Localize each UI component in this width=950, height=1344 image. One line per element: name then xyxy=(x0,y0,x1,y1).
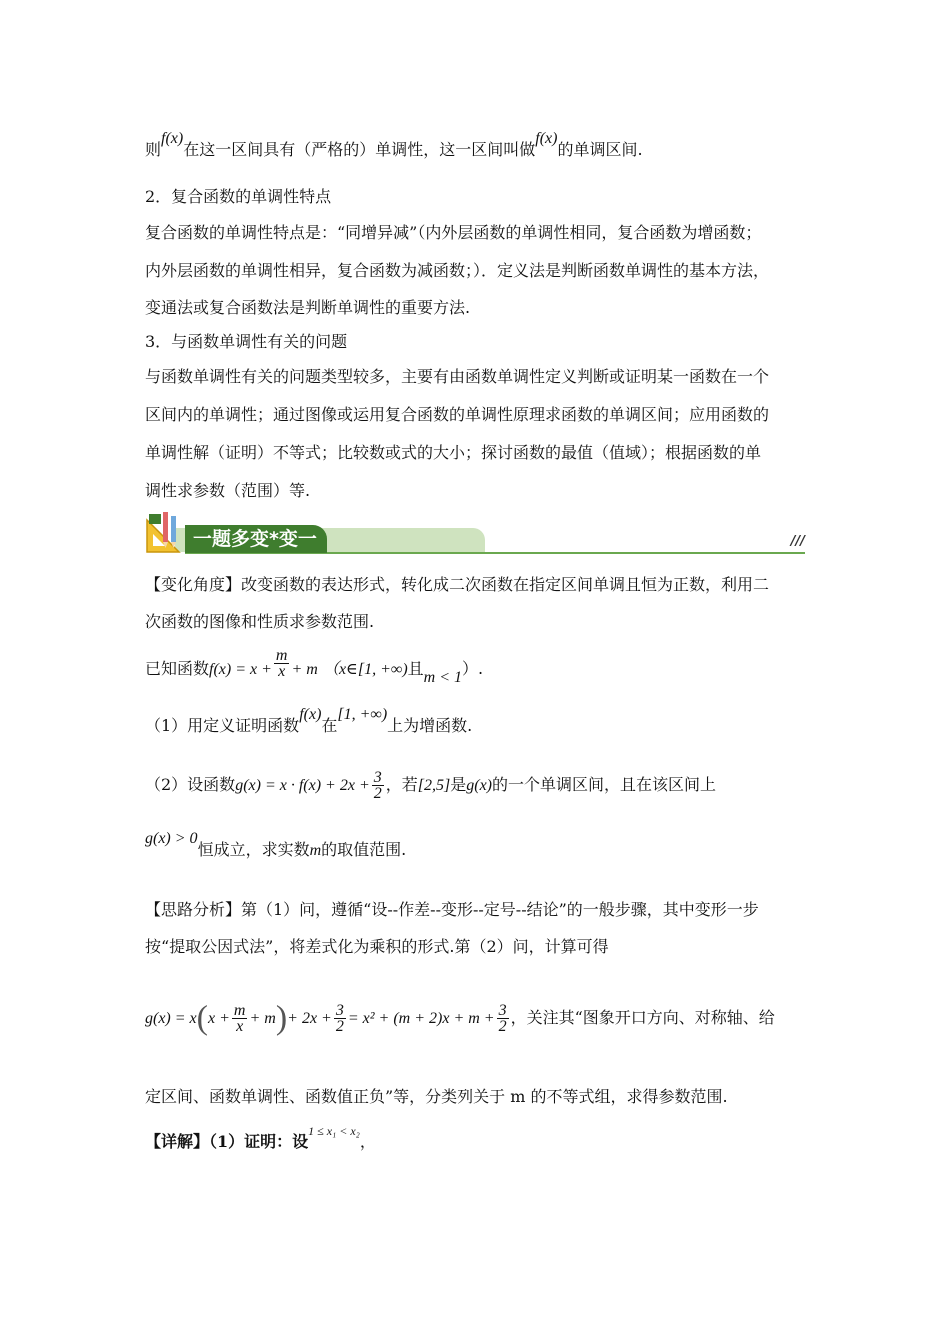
analysis-frac-1: $\frac{m}{x}$ xyxy=(233,1002,246,1035)
intro-pre: 则 xyxy=(145,140,162,159)
analysis-line-2: 按“提取公因式法”，将差式化为乘积的形式.第（2）问，计算可得 xyxy=(145,937,609,956)
section2-line-2: 内外层函数的单调性相异，复合函数为减函数；）．定义法是判断函数单调性的基本方法， xyxy=(145,261,770,280)
variation-line-2: 次函数的图像和性质求参数范围. xyxy=(145,612,375,631)
section2-heading: 2．复合函数的单调性特点 xyxy=(145,187,332,206)
section3-line-4: 调性求参数（范围）等. xyxy=(145,481,311,500)
intro-mid: 在这一区间具有（严格的）单调性，这一区间叫做 xyxy=(183,140,536,159)
section2-line-1: 复合函数的单调性特点是：“同增异减”（内外层函数的单调性相同，复合函数为增函数； xyxy=(145,223,762,242)
banner-mark: /// xyxy=(790,534,805,549)
analysis-line-3: 定区间、函数单调性、函数值正负”等，分类列关于 m 的不等式组，求得参数范围. xyxy=(145,1087,728,1106)
ruler-pencil-icon xyxy=(145,510,189,554)
intro-post: 的单调区间. xyxy=(557,140,643,159)
problem-frac: $\frac{m}{x}$ xyxy=(275,647,288,680)
section3-line-1: 与函数单调性有关的问题类型较多，主要有由函数单调性定义判断或证明某一函数在一个 xyxy=(145,367,770,386)
analysis-line-1: 【思路分析】第（1）问，遵循“设--作差--变形--定号--结论”的一般步骤，其中变形一步 xyxy=(145,900,759,919)
section2-line-3: 变通法或复合函数法是判断单调性的重要方法. xyxy=(145,298,471,317)
problem-statement: 已知函数f(x) = x + $\frac{m}{x}$ + m （x∈[1, +∞)且m < 1）. xyxy=(145,647,484,686)
question-2: （2）设函数g(x) = x · f(x) + 2x + $\frac{3}{2}$ ，若[2,5]是g(x)的一个单调区间，且在该区间上 xyxy=(145,769,717,802)
section-banner xyxy=(145,510,805,556)
question-1: （1）用定义证明函数f(x)在[1, +∞)上为增函数. xyxy=(145,706,473,735)
question-2-cont: g(x) > 0恒成立，求实数m的取值范围. xyxy=(145,830,407,859)
q2-frac: $\frac{3}{2}$ xyxy=(373,769,382,802)
analysis-frac-3: $\frac{3}{2}$ xyxy=(498,1002,507,1035)
intro-f1: f(x) xyxy=(161,130,184,147)
section3-line-2: 区间内的单调性；通过图像或运用复合函数的单调性原理求函数的单调区间；应用函数的 xyxy=(145,405,770,424)
intro-f2: f(x) xyxy=(535,130,558,147)
intro-line xyxy=(145,130,643,161)
analysis-equation: g(x) = x(x + $\frac{m}{x}$ + m)+ 2x + $\frac{3}{2}$ = x² + (m + 2)x + m + $\frac{3}{2}$ ，关注其“图象开口方向、对称轴、给 xyxy=(145,999,775,1037)
banner-title: 一题多变*变一 xyxy=(185,525,327,553)
analysis-frac-2: $\frac{3}{2}$ xyxy=(335,1002,344,1035)
variation-line-1: 【变化角度】改变函数的表达形式，转化成二次函数在指定区间单调且恒为正数，利用二 xyxy=(145,575,770,594)
section3-line-3: 单调性解（证明）不等式；比较数或式的大小；探讨函数的最值（值域）；根据函数的单 xyxy=(145,443,762,462)
detail-line: 【详解】（1）证明：设$^{1 \le x_1 < x_2}$， xyxy=(145,1124,376,1151)
section3-heading: 3．与函数单调性有关的问题 xyxy=(145,332,348,351)
